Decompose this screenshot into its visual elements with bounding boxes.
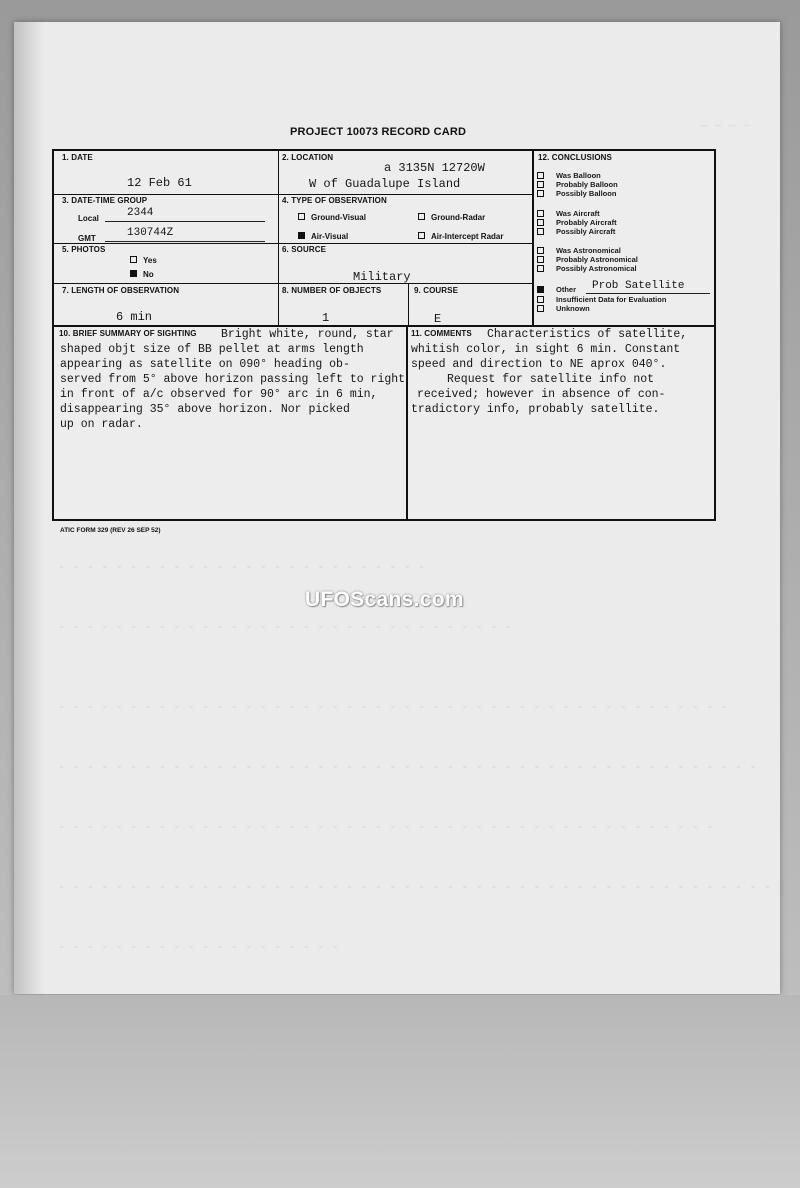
conclusion-insufficient-data: Insufficient Data for Evaluation <box>537 295 666 304</box>
checked-box-icon <box>298 232 305 239</box>
checkbox-icon <box>418 232 425 239</box>
conclusion-was-balloon: Was Balloon <box>537 171 601 180</box>
divider-h-row2 <box>54 243 532 244</box>
summary-line: disappearing 35° above horizon. Nor picked <box>60 403 350 416</box>
location-label: 2. LOCATION <box>282 153 334 162</box>
checkbox-icon <box>537 305 544 312</box>
option-air-visual: Air-Visual <box>298 232 348 241</box>
gmt-time-label: GMT <box>78 234 96 243</box>
location-place: W of Guadalupe Island <box>309 177 461 191</box>
number-of-objects-value: 1 <box>322 311 330 325</box>
date-value: 12 Feb 61 <box>127 176 192 190</box>
brief-summary-label: 10. BRIEF SUMMARY OF SIGHTING <box>59 329 197 338</box>
conclusion-was-astronomical: Was Astronomical <box>537 246 621 255</box>
checkbox-icon <box>298 213 305 220</box>
comments-line: Characteristics of satellite, <box>487 328 688 341</box>
number-of-objects-label: 8. NUMBER OF OBJECTS <box>282 286 382 295</box>
photos-label: 5. PHOTOS <box>62 245 106 254</box>
comments-line: Request for satellite info not <box>447 373 655 386</box>
summary-line: served from 5° above horizon passing left to right <box>60 373 406 386</box>
type-of-observation-label: 4. TYPE OF OBSERVATION <box>282 196 387 205</box>
option-ground-visual: Ground-Visual <box>298 213 366 222</box>
checkbox-icon <box>537 265 544 272</box>
comments-line: received; however in absence of con- <box>417 388 666 401</box>
checkbox-icon <box>130 256 137 263</box>
checkbox-icon <box>537 296 544 303</box>
option-ground-radar: Ground-Radar <box>418 213 485 222</box>
option-air-intercept-radar: Air-Intercept Radar <box>418 232 503 241</box>
photos-no-option: No <box>130 270 154 279</box>
source-label: 6. SOURCE <box>282 245 327 254</box>
conclusion-unknown: Unknown <box>537 304 590 313</box>
gmt-time-value: 130744Z <box>127 227 174 239</box>
checkbox-icon <box>418 213 425 220</box>
checked-box-icon <box>537 286 544 293</box>
watermark: UFOScans.com <box>305 588 464 611</box>
checkbox-icon <box>537 210 544 217</box>
local-time-label: Local <box>78 214 99 223</box>
course-label: 9. COURSE <box>414 286 459 295</box>
divider-h-row3 <box>54 283 532 284</box>
course-value: E <box>434 312 442 326</box>
checkbox-icon <box>537 256 544 263</box>
conclusion-other-value: Prob Satellite <box>592 280 685 292</box>
divider-v-main <box>532 151 534 325</box>
comments-line: speed and direction to NE aprox 040°. <box>411 358 667 371</box>
conclusion-probably-astronomical: Probably Astronomical <box>537 255 638 264</box>
summary-line: appearing as satellite on 090° heading ob- <box>60 358 350 371</box>
checkbox-icon <box>537 228 544 235</box>
comments-line: whitish color, in sight 6 min. Constant <box>411 343 681 356</box>
gmt-time-underline <box>105 241 265 242</box>
length-of-observation-value: 6 min <box>116 310 153 324</box>
local-time-underline <box>105 221 265 222</box>
checkbox-icon <box>537 190 544 197</box>
scan-lower-area <box>0 995 800 1188</box>
summary-line: Bright white, round, star <box>221 328 394 341</box>
checkbox-icon <box>537 181 544 188</box>
summary-line: up on radar. <box>60 418 143 431</box>
date-time-group-label: 3. DATE-TIME GROUP <box>62 196 148 205</box>
divider-v-lower <box>406 325 408 519</box>
checkbox-icon <box>537 219 544 226</box>
conclusion-probably-balloon: Probably Balloon <box>537 180 618 189</box>
conclusion-other: Other <box>537 285 576 294</box>
summary-line: in front of a/c observed for 90° arc in 6 min, <box>60 388 378 401</box>
conclusion-possibly-balloon: Possibly Balloon <box>537 189 616 198</box>
checkbox-icon <box>537 247 544 254</box>
paper-edge-shadow <box>14 22 44 994</box>
photos-yes-option: Yes <box>130 256 157 265</box>
form-identifier: ATIC FORM 329 (REV 26 SEP 52) <box>60 527 161 534</box>
page-title: PROJECT 10073 RECORD CARD <box>290 126 467 138</box>
divider-h-row1 <box>54 194 532 195</box>
length-of-observation-label: 7. LENGTH OF OBSERVATION <box>62 286 180 295</box>
local-time-value: 2344 <box>127 207 154 219</box>
conclusion-possibly-aircraft: Possibly Aircraft <box>537 227 615 236</box>
divider-v-col3 <box>408 283 409 325</box>
checked-box-icon <box>130 270 137 277</box>
conclusion-other-underline <box>586 293 710 294</box>
conclusions-label: 12. CONCLUSIONS <box>538 153 612 162</box>
brief-summary-text <box>60 327 405 432</box>
summary-line: shaped objt size of BB pellet at arms length <box>60 343 364 356</box>
comments-line: tradictory info, probably satellite. <box>411 403 660 416</box>
divider-v-col1 <box>278 151 279 325</box>
comments-label: 11. COMMENTS <box>411 329 472 338</box>
location-coords: a 3135N 12720W <box>384 161 485 175</box>
checkbox-icon <box>537 172 544 179</box>
comments-text <box>411 327 687 417</box>
source-value: Military <box>353 270 411 284</box>
conclusion-was-aircraft: Was Aircraft <box>537 209 600 218</box>
conclusion-possibly-astronomical: Possibly Astronomical <box>537 264 637 273</box>
date-label: 1. DATE <box>62 153 93 162</box>
conclusion-probably-aircraft: Probably Aircraft <box>537 218 617 227</box>
